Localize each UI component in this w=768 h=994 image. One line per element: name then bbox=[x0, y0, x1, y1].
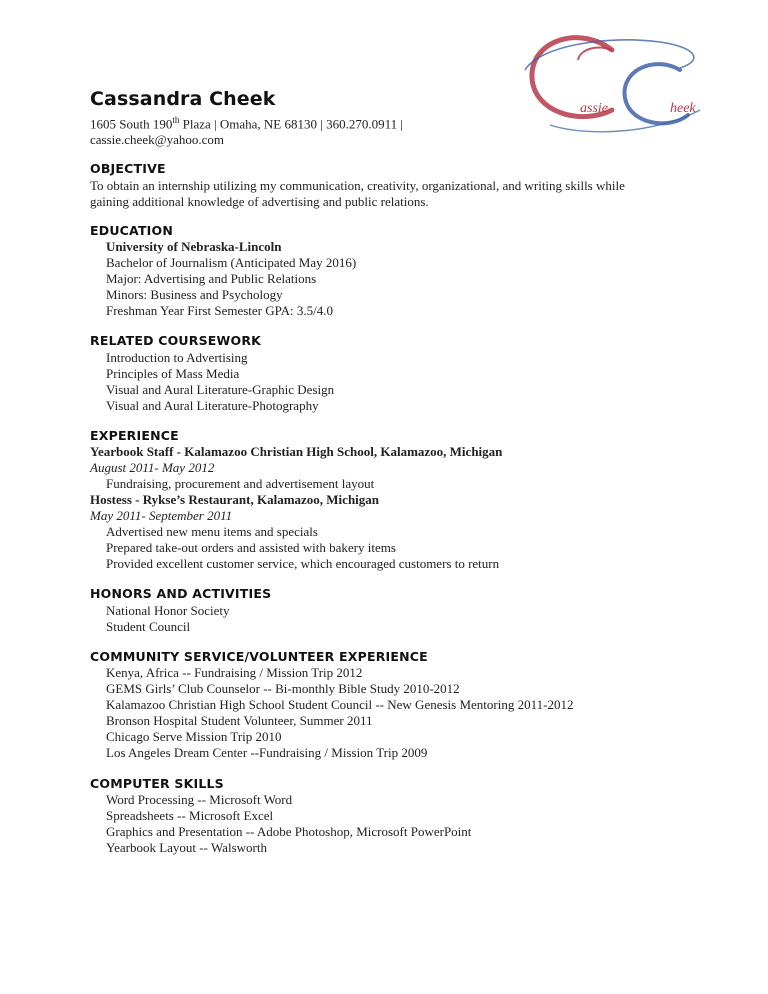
community-item: GEMS Girls’ Club Counselor -- Bi-monthly Bible Study 2010-2012 bbox=[106, 681, 460, 696]
education-item: Bachelor of Journalism (Anticipated May 2016) bbox=[106, 255, 357, 270]
job-duty: Fundraising, procurement and advertisement layout bbox=[106, 476, 375, 491]
skill-item: Graphics and Presentation -- Adobe Photoshop, Microsoft PowerPoint bbox=[106, 824, 472, 839]
job-title: Hostess - Rykse’s Restaurant, Kalamazoo, Michigan bbox=[90, 492, 380, 507]
course-item: Visual and Aural Literature-Photography bbox=[106, 398, 319, 413]
job-duty: Provided excellent customer service, which encouraged customers to return bbox=[106, 556, 500, 571]
education-item: Freshman Year First Semester GPA: 3.5/4.0 bbox=[106, 303, 334, 318]
honors-heading: HONORS AND ACTIVITIES bbox=[90, 586, 272, 601]
job-dates: May 2011- September 2011 bbox=[90, 508, 233, 523]
objective-heading: OBJECTIVE bbox=[90, 161, 166, 176]
experience-heading: EXPERIENCE bbox=[90, 428, 179, 443]
honor-item: National Honor Society bbox=[106, 603, 230, 618]
skills-list bbox=[90, 792, 471, 856]
job-dates: August 2011- May 2012 bbox=[90, 460, 215, 475]
education-list bbox=[90, 239, 356, 319]
objective-line: To obtain an internship utilizing my communication, creativity, organizational, and writing skills while bbox=[90, 178, 625, 193]
skill-item: Yearbook Layout -- Walsworth bbox=[106, 840, 267, 855]
address-suffix: th bbox=[172, 115, 180, 125]
course-item: Introduction to Advertising bbox=[106, 350, 248, 365]
education-heading: EDUCATION bbox=[90, 223, 174, 238]
community-list bbox=[90, 665, 573, 761]
coursework-list bbox=[90, 350, 334, 414]
course-item: Visual and Aural Literature-Graphic Design bbox=[106, 382, 335, 397]
course-item: Principles of Mass Media bbox=[106, 366, 240, 381]
logo-first-name-part: assie bbox=[580, 101, 608, 116]
school-name: University of Nebraska-Lincoln bbox=[106, 239, 282, 254]
job-duty: Advertised new menu items and specials bbox=[106, 524, 318, 539]
objective-text bbox=[90, 178, 625, 210]
education-item: Minors: Business and Psychology bbox=[106, 287, 283, 302]
community-heading: COMMUNITY SERVICE/VOLUNTEER EXPERIENCE bbox=[90, 649, 428, 664]
skill-item: Spreadsheets -- Microsoft Excel bbox=[106, 808, 274, 823]
objective-line: gaining additional knowledge of advertising and public relations. bbox=[90, 194, 429, 209]
experience-list bbox=[90, 444, 502, 572]
skills-heading: COMPUTER SKILLS bbox=[90, 776, 224, 791]
job-duty: Prepared take-out orders and assisted with bakery items bbox=[106, 540, 396, 555]
cc-monogram-logo bbox=[520, 30, 720, 135]
candidate-name: Cassandra Cheek bbox=[90, 88, 276, 110]
honors-list bbox=[90, 603, 229, 635]
community-item: Los Angeles Dream Center --Fundraising / Mission Trip 2009 bbox=[106, 745, 428, 760]
skill-item: Word Processing -- Microsoft Word bbox=[106, 792, 293, 807]
address-city-phone: Plaza | Omaha, NE 68130 | 360.270.0911 | bbox=[179, 116, 403, 132]
address-street: 1605 South 190 bbox=[90, 116, 173, 132]
community-item: Kalamazoo Christian High School Student Council -- New Genesis Mentoring 2011-2012 bbox=[106, 697, 574, 712]
coursework-heading: RELATED COURSEWORK bbox=[90, 333, 262, 348]
community-item: Chicago Serve Mission Trip 2010 bbox=[106, 729, 282, 744]
logo-last-name-part: heek bbox=[670, 101, 696, 116]
contact-info bbox=[90, 112, 403, 148]
community-item: Bronson Hospital Student Volunteer, Summer 2011 bbox=[106, 713, 373, 728]
community-item: Kenya, Africa -- Fundraising / Mission Trip 2012 bbox=[106, 665, 363, 680]
email[interactable]: cassie.cheek@yahoo.com bbox=[90, 132, 224, 148]
honor-item: Student Council bbox=[106, 619, 191, 634]
address-line bbox=[90, 112, 403, 132]
job-title: Yearbook Staff - Kalamazoo Christian High School, Kalamazoo, Michigan bbox=[90, 444, 503, 459]
education-item: Major: Advertising and Public Relations bbox=[106, 271, 317, 286]
